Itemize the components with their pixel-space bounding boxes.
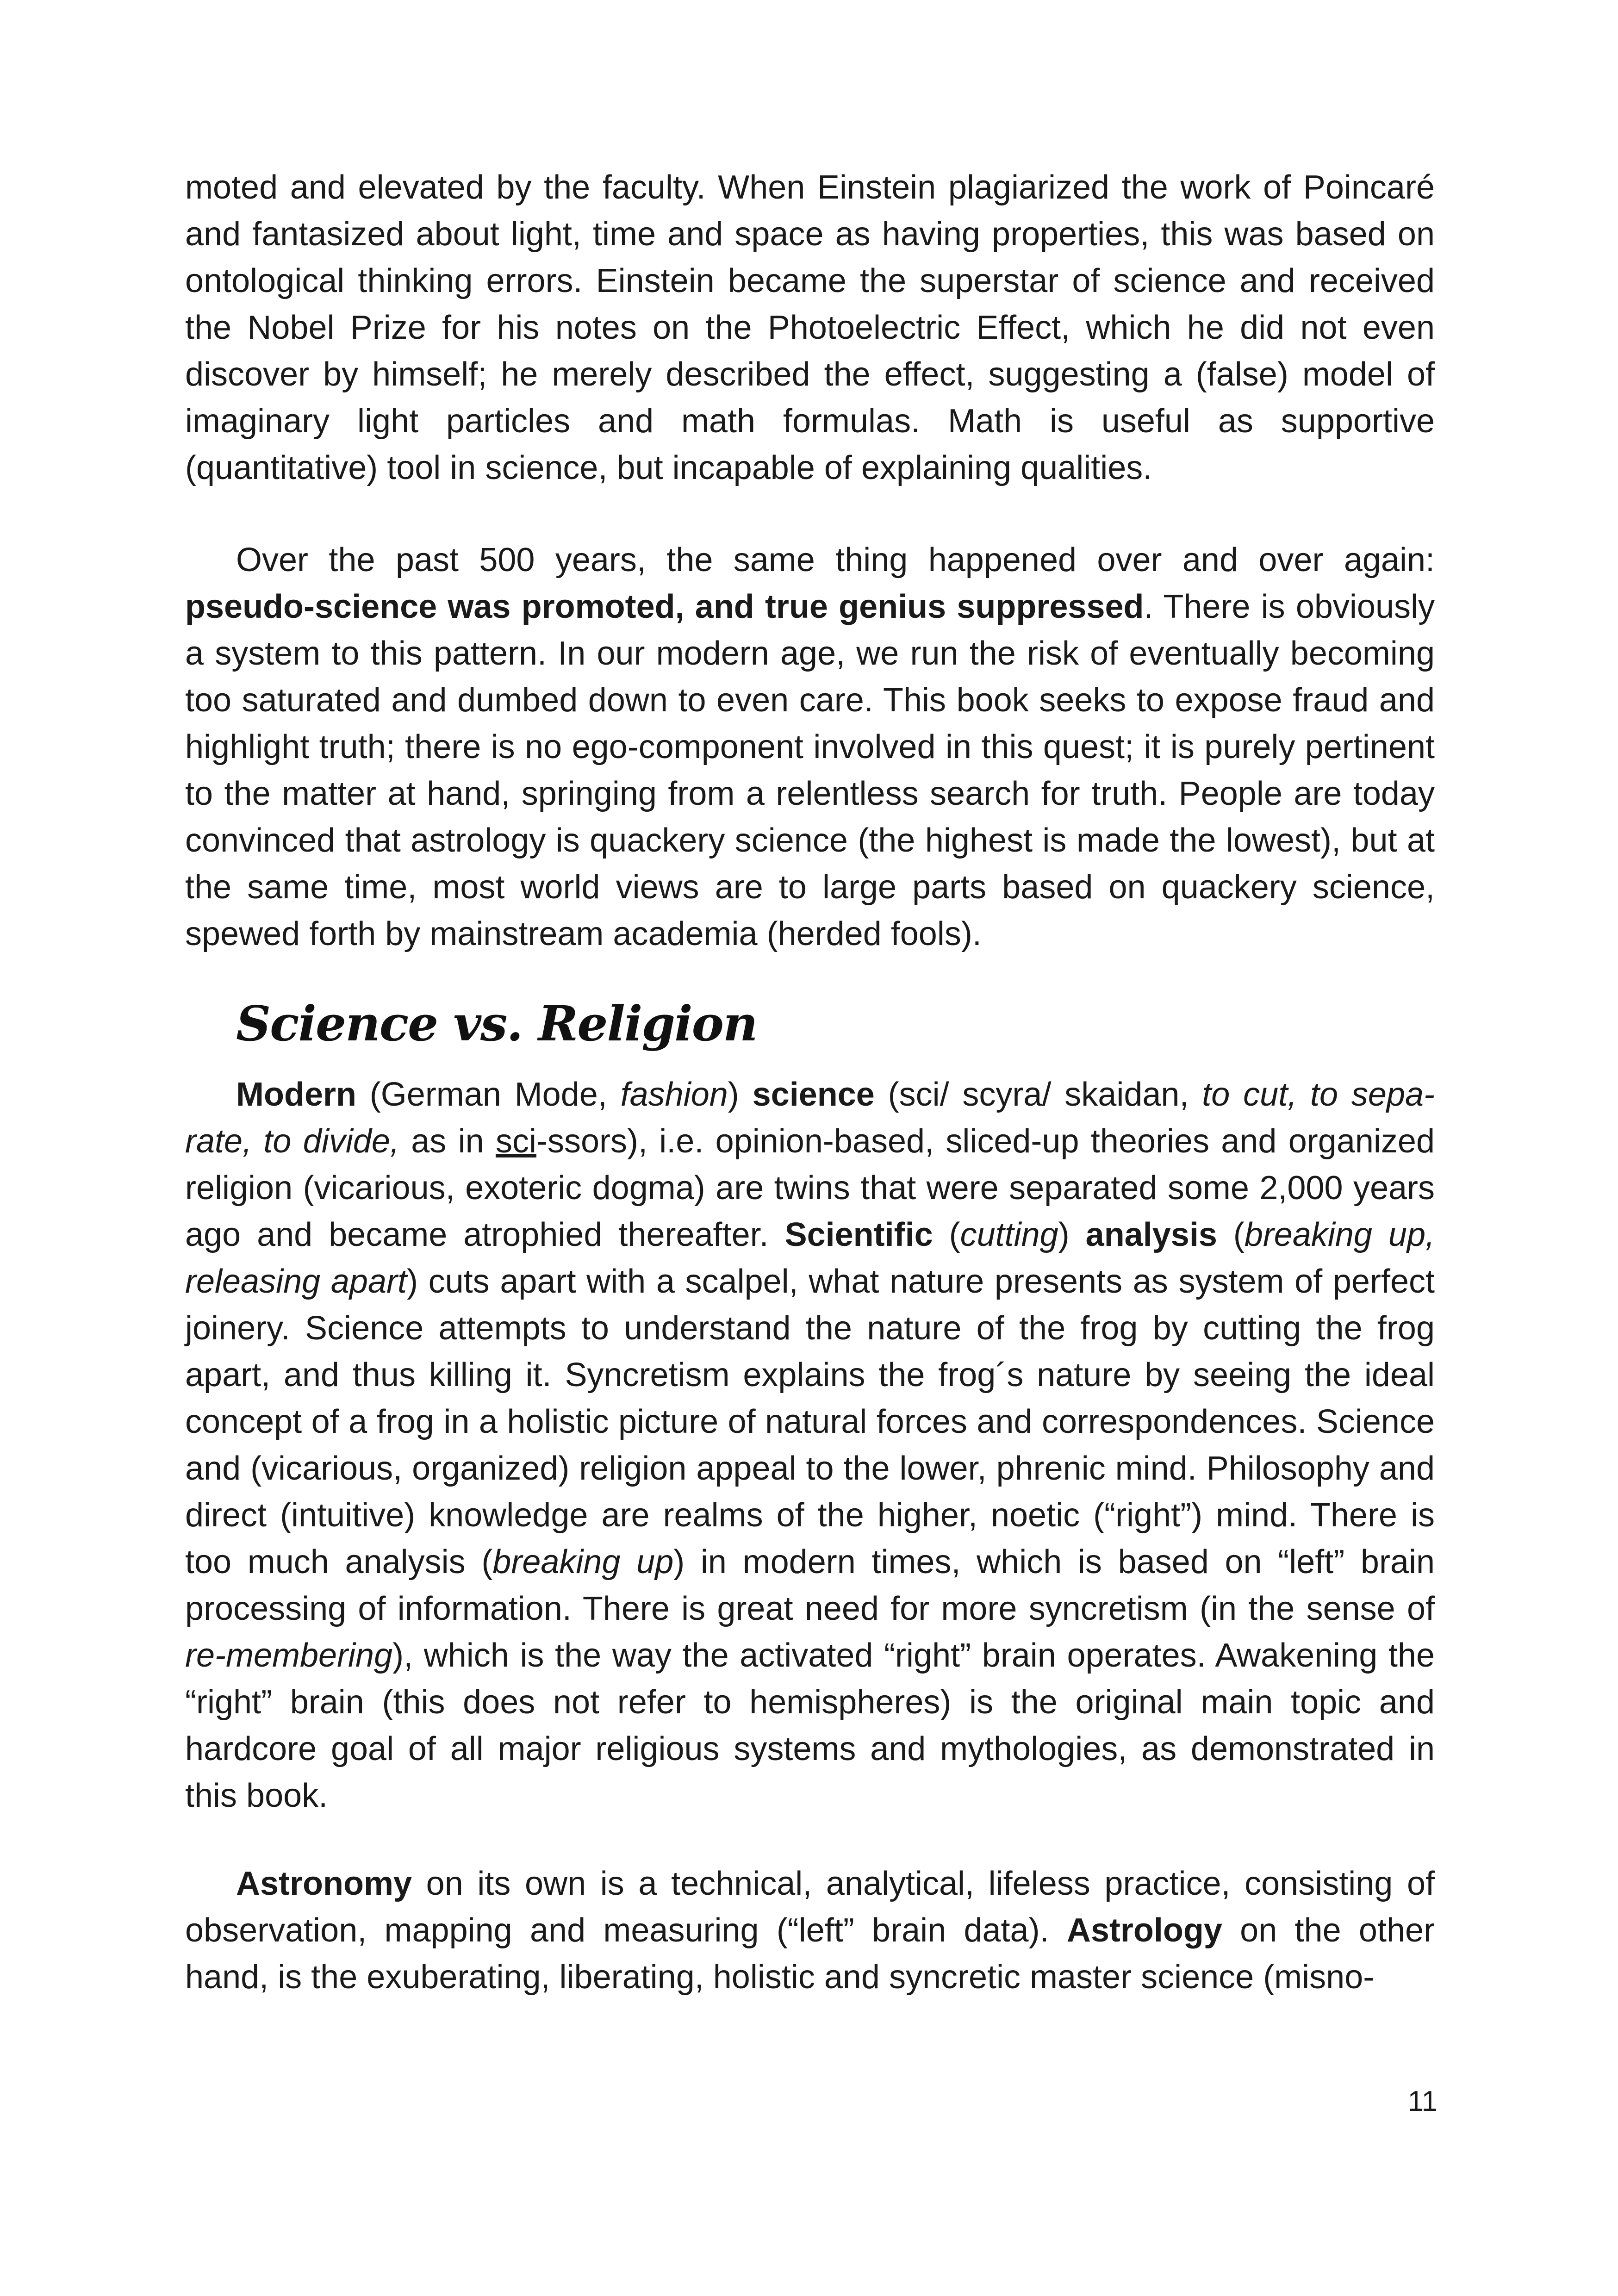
italic-text: to cut, to separate, to divide,	[185, 1076, 1435, 1160]
paragraph-text: ), which is the way the activated “right” brain operates. Awakening the “right” brain (this does not refer to hemispheres) is the original main topic and hardcore goal of all major religious systems and mythologies, as demonstrated in this book.	[185, 1637, 1435, 1814]
underlined-text: sci	[495, 1123, 536, 1160]
italic-text: cutting	[960, 1216, 1058, 1253]
bold-text: analysis	[1085, 1216, 1217, 1253]
page-number: 11	[1407, 2085, 1438, 2117]
italic-text: fashion	[620, 1076, 728, 1113]
paragraph-text: (sci/ scyra/ skaidan,	[874, 1076, 1202, 1113]
paragraph	[185, 1071, 1435, 1819]
bold-text: science	[752, 1076, 875, 1113]
paragraph-text: )	[728, 1076, 753, 1113]
paragraph-text: ) cuts apart with a scalpel, what nature presents as system of perfect joinery. Science attempts to understand the nature of the frog by cutting the frog apart, and thus killing it. Syncretism explains the frog´s nature by seeing the ideal concept of a frog in a holistic picture of natural forces and correspondences. Science and (vicarious, organized) religion appeal to the lower, phrenic mind. Philosophy and direct (intuitive) knowledge are realms of the higher, noetic (“right”) mind. There is too much analysis (	[185, 1263, 1435, 1580]
paragraph-text: moted and elevated by the faculty. When Einstein plagiarized the work of Poincaré and fantasized about light, time and space as having properties, this was based on ontological thinking errors. Einstein became the superstar of science and received the Nobel Prize for his notes on the Photoelectric Effect, which he did not even discover by himself; he merely described the effect, suggesting a (false) model of imaginary light particles and math formulas. Math is useful as supportive (quantitative) tool in science, but incapable of explaining qualities.	[185, 169, 1435, 486]
paragraph-text: (	[933, 1216, 960, 1253]
bold-text: pseudo-science was promoted, and true genius suppressed	[185, 588, 1144, 625]
paragraph-text: Over the past 500 years, the same thing happened over and over again:	[236, 541, 1435, 579]
paragraph-text: on the other hand, is the exuberating, liberating, holistic and syncretic master science (misno-	[185, 1912, 1435, 1996]
italic-text: breaking up, releasing apart	[185, 1216, 1435, 1300]
paragraph-text: on its own is a technical, analytical, lifeless practice, consisting of observation, mapping and measuring (“left” brain data).	[185, 1865, 1435, 1949]
italic-text: breaking up	[492, 1543, 674, 1580]
paragraph-text: (German Mode,	[356, 1076, 621, 1113]
italic-text: re-membering	[185, 1637, 393, 1674]
paragraph-text: -ssors), i.e. opinion-based, sliced-up theories and organized religion (vicarious, exoteric dogma) are twins that were separated some 2,000 years ago and became atrophied thereafter.	[185, 1123, 1435, 1253]
paragraph	[185, 537, 1435, 958]
bold-text: Astrology	[1066, 1912, 1222, 1949]
paragraph-text: (	[1217, 1216, 1245, 1253]
paragraph-text: . There is obviously a system to this pattern. In our modern age, we run the risk of eventually becoming too saturated and dumbed down to even care. This book seeks to expose fraud and highlight truth; there is no ego-component involved in this quest; it is purely pertinent to the matter at hand, springing from a relentless search for truth. People are today convinced that astrology is quackery science (the highest is made the lowest), but at the same time, most world views are to large parts based on quackery science, spewed forth by mainstream academia (herded fools).	[185, 588, 1435, 952]
paragraph-text: )	[1058, 1216, 1086, 1253]
bold-text: Modern	[236, 1076, 356, 1113]
bold-text: Scientific	[784, 1216, 933, 1253]
section-heading: Science vs. Religion	[236, 995, 757, 1052]
paragraph	[185, 1860, 1435, 2001]
bold-text: Astronomy	[236, 1865, 412, 1902]
paragraph-text: ) in modern times, which is based on “left” brain processing of information. There is great need for more syncretism (in the sense of	[185, 1543, 1435, 1627]
paragraph-text: as in	[399, 1123, 496, 1160]
paragraph	[185, 164, 1435, 492]
